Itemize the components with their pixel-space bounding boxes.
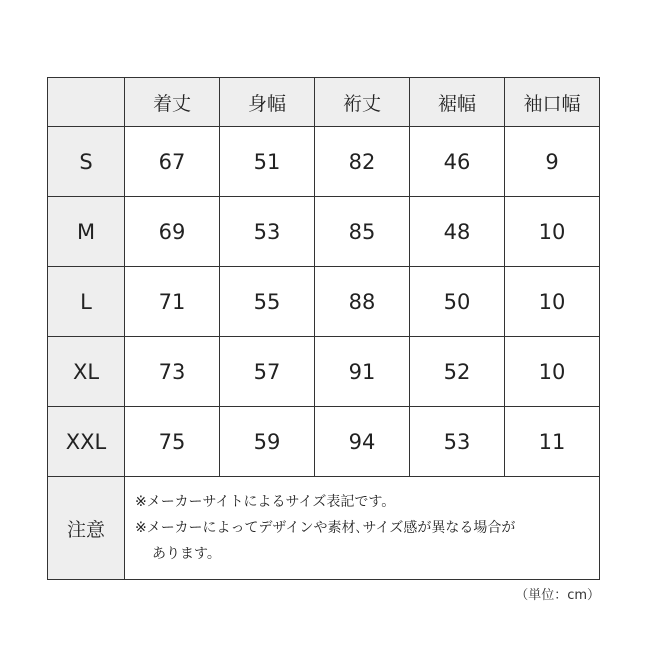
- note-line-3: あります。: [152, 546, 221, 562]
- table-cell: 59: [220, 407, 315, 477]
- table-cell: 11: [505, 407, 600, 477]
- table-cell: 85: [315, 197, 410, 267]
- table-cell: 10: [505, 267, 600, 337]
- table-cell: 50: [410, 267, 505, 337]
- table-cell: 94: [315, 407, 410, 477]
- table-cell: 91: [315, 337, 410, 407]
- notes-label: 注意: [48, 477, 125, 580]
- size-label: XL: [48, 337, 125, 407]
- table-cell: 53: [410, 407, 505, 477]
- table-cell: 73: [125, 337, 220, 407]
- size-label: XXL: [48, 407, 125, 477]
- table-cell: 55: [220, 267, 315, 337]
- column-header-cuff-width: 袖口幅: [505, 78, 600, 127]
- column-header-length: 着丈: [125, 78, 220, 127]
- size-label: M: [48, 197, 125, 267]
- size-label: S: [48, 127, 125, 197]
- table-cell: 71: [125, 267, 220, 337]
- table-cell: 57: [220, 337, 315, 407]
- table-cell: 51: [220, 127, 315, 197]
- table-cell: 67: [125, 127, 220, 197]
- table-cell: 75: [125, 407, 220, 477]
- table-row: [48, 267, 600, 337]
- note-line-2: ※メーカーによってデザインや素材､サイズ感が異なる場合が: [135, 520, 516, 536]
- column-header-hem-width: 裾幅: [410, 78, 505, 127]
- table-cell: 52: [410, 337, 505, 407]
- header-row: [48, 78, 600, 127]
- table-cell: 9: [505, 127, 600, 197]
- column-header-sleeve: 裄丈: [315, 78, 410, 127]
- size-chart-table: [47, 77, 600, 580]
- note-line-1: ※メーカーサイトによるサイズ表記です。: [135, 494, 396, 510]
- table-cell: 69: [125, 197, 220, 267]
- notes-row: [48, 477, 600, 580]
- unit-label: （単位：cm）: [515, 588, 600, 603]
- table-row: [48, 407, 600, 477]
- table-cell: 48: [410, 197, 505, 267]
- notes-content: [125, 477, 600, 580]
- table-cell: 46: [410, 127, 505, 197]
- table-cell: 53: [220, 197, 315, 267]
- table-row: [48, 127, 600, 197]
- table-cell: 82: [315, 127, 410, 197]
- table-row: [48, 197, 600, 267]
- corner-cell: [48, 78, 125, 127]
- table-cell: 88: [315, 267, 410, 337]
- column-header-width: 身幅: [220, 78, 315, 127]
- table-row: [48, 337, 600, 407]
- table-cell: 10: [505, 197, 600, 267]
- size-label: L: [48, 267, 125, 337]
- table-cell: 10: [505, 337, 600, 407]
